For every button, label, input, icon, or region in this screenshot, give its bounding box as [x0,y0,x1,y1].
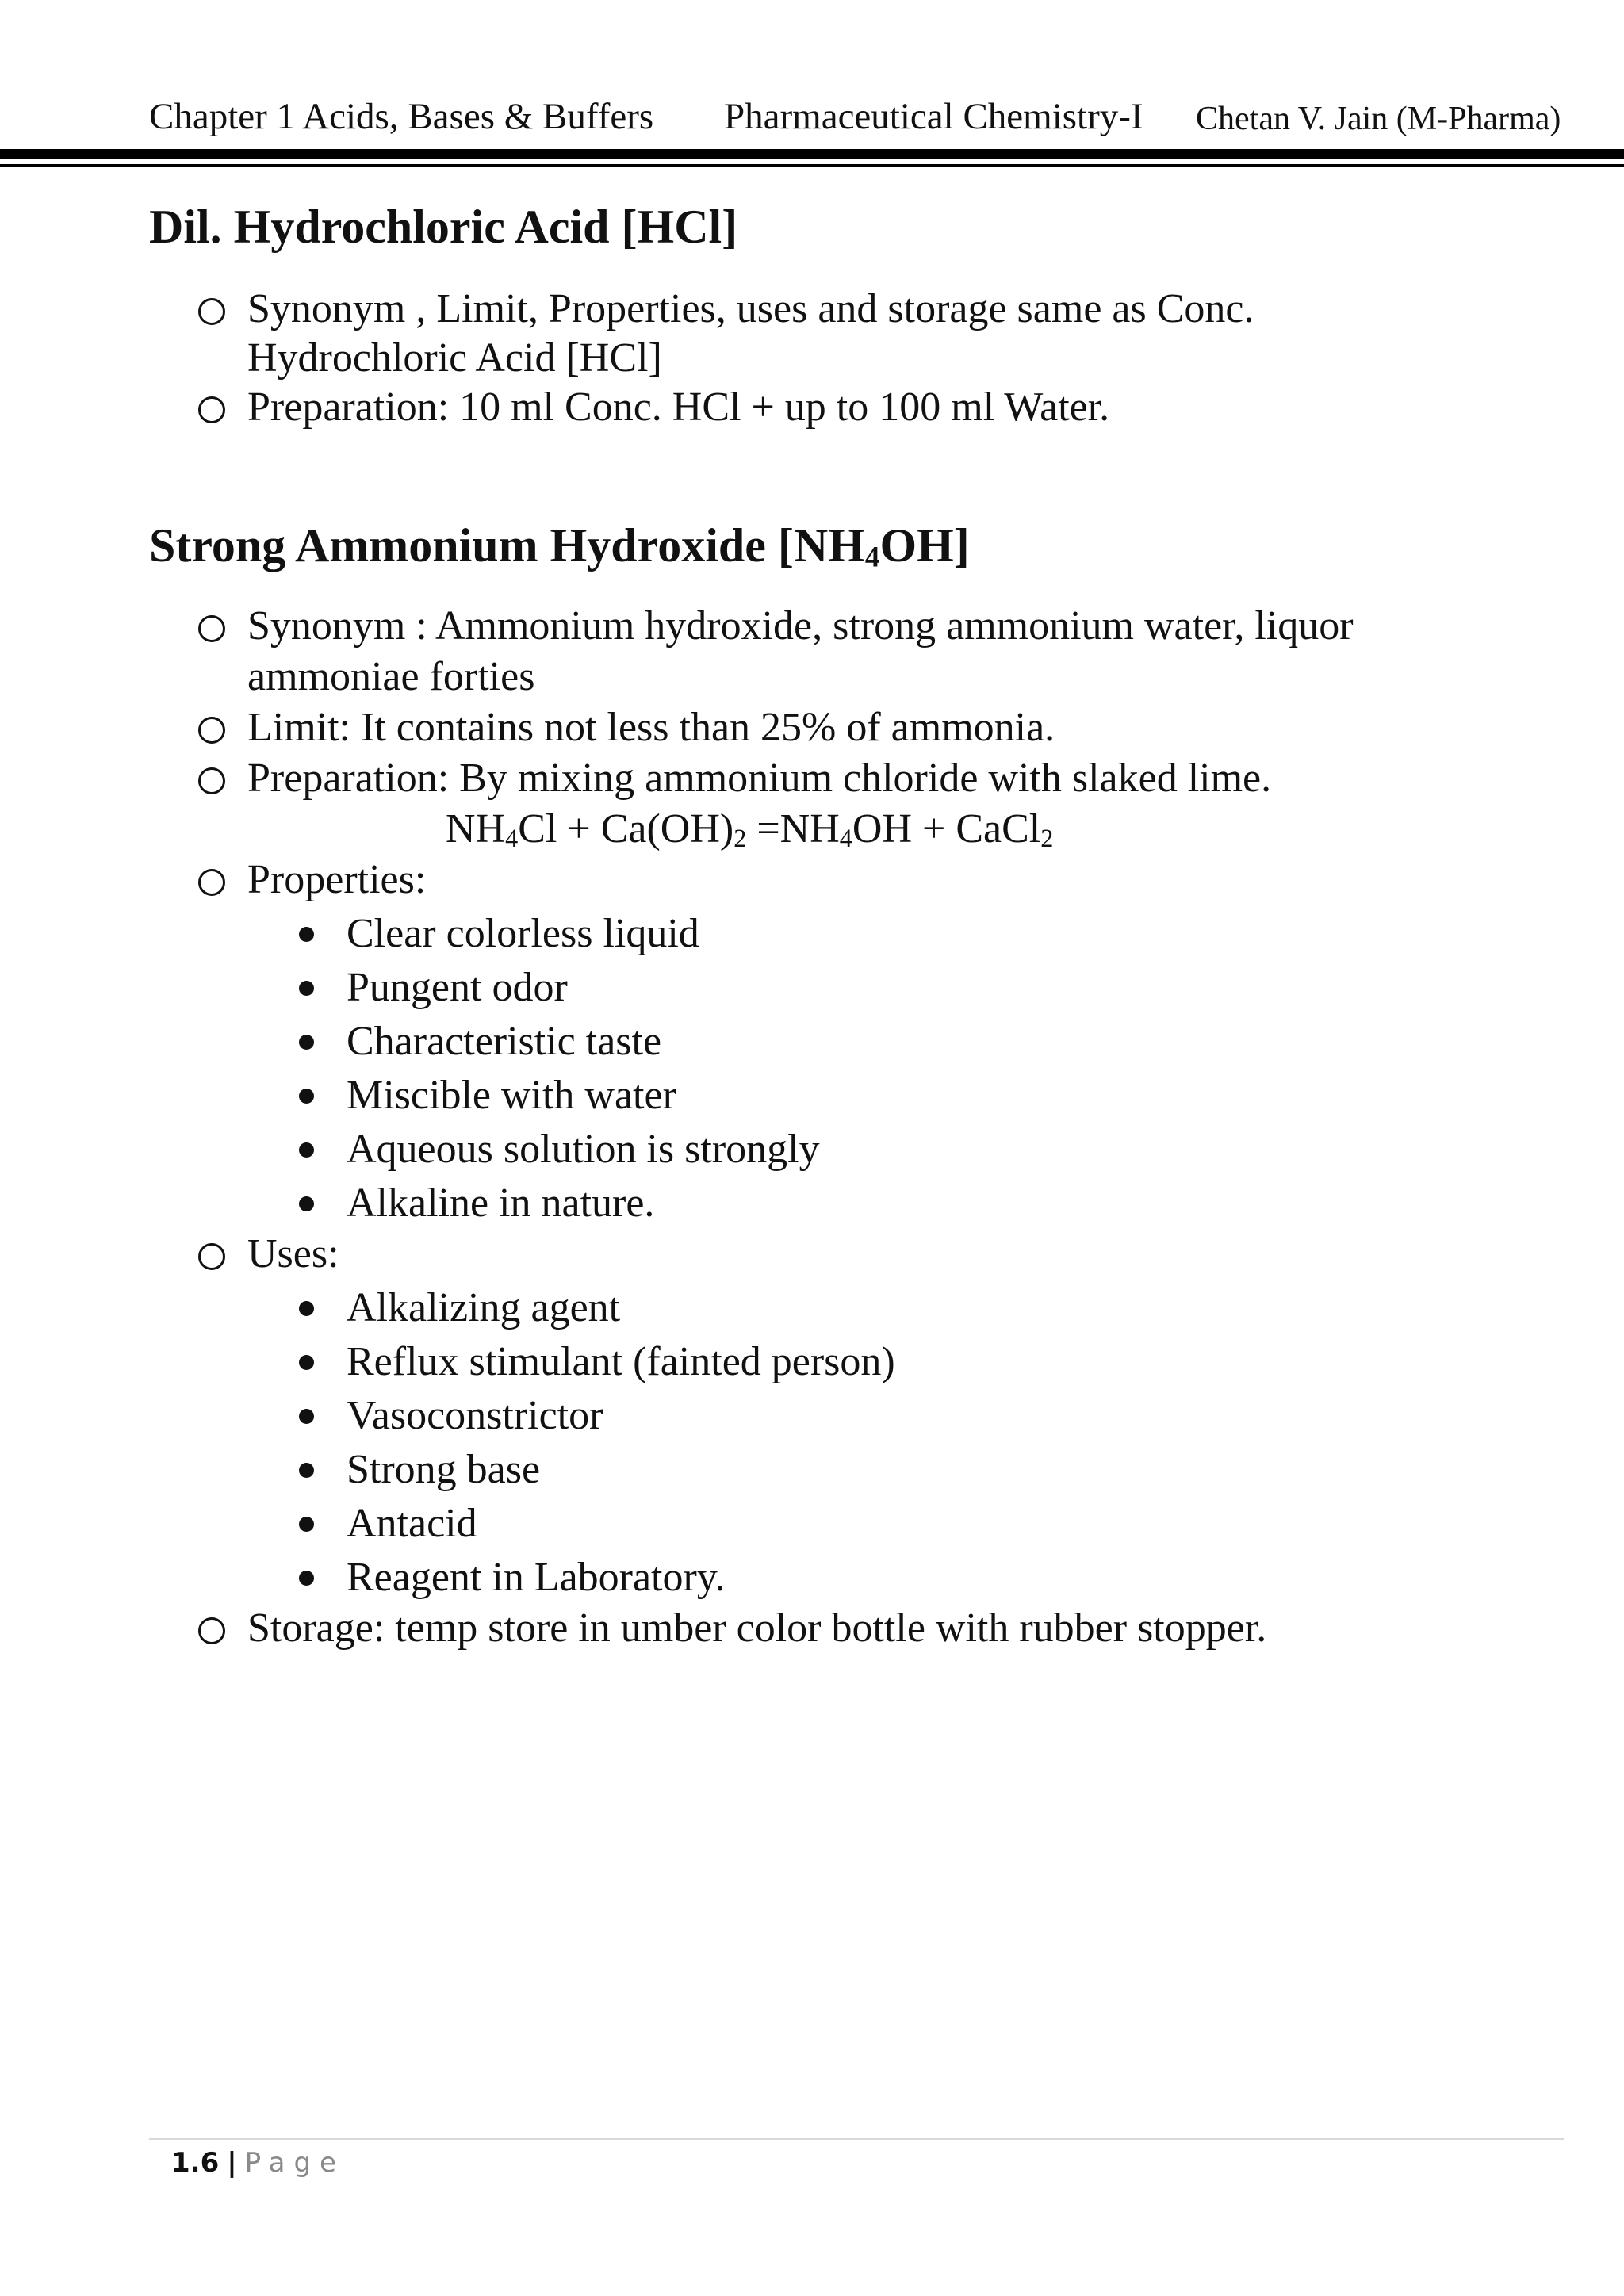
preparation-equation: $NH_4Cl + Ca(OH)_2 =NH_4OH$ + CaCl$_2$ [446,806,1054,852]
nh4oh-synonym-line1: Synonym : Ammonium hydroxide, strong ammonium water, liquor [247,603,1354,649]
circle-bullet-icon [198,767,225,794]
use-item: Reflux stimulant (fainted person) [347,1339,895,1384]
bullet-dot-icon [299,1142,314,1158]
nh4oh-storage: Storage: temp store in umber color bottle with rubber stopper. [247,1605,1267,1651]
page-footer [171,2147,345,2179]
page-word: Page [244,2147,345,2179]
properties-label: Properties: [247,857,427,902]
dil-hcl-synonym-line2: Hydrochloric Acid [HCl] [247,335,662,381]
use-item: Alkalizing agent [347,1285,621,1330]
property-item: Alkaline in nature. [347,1181,655,1226]
footer-rule [149,2138,1564,2140]
bullet-dot-icon [299,1463,314,1478]
page-header [149,95,1624,146]
header-subject: Pharmaceutical Chemistry-I [724,96,1143,137]
use-item: Reagent in Laboratory. [347,1555,726,1600]
circle-bullet-icon [198,396,225,423]
use-item: Strong base [347,1447,541,1492]
circle-bullet-icon [198,869,225,896]
page-number: 1.6 [171,2147,220,2179]
bullet-dot-icon [299,1409,314,1424]
property-item: Pungent odor [347,965,568,1010]
property-item: Clear colorless liquid [347,911,699,956]
circle-bullet-icon [198,298,225,325]
footer-separator: | [227,2147,237,2179]
nh4oh-limit: Limit: It contains not less than 25% of ammonia. [247,705,1055,750]
circle-bullet-icon [198,615,225,642]
circle-bullet-icon [198,717,225,744]
bullet-dot-icon [299,1301,314,1316]
dil-hcl-preparation: Preparation: 10 ml Conc. HCl + up to 100 ml Water. [247,385,1110,430]
property-item: Characteristic taste [347,1019,662,1064]
bullet-dot-icon [299,1196,314,1211]
bullet-dot-icon [299,927,314,942]
bullet-dot-icon [299,981,314,996]
circle-bullet-icon [198,1243,225,1270]
bullet-dot-icon [299,1517,314,1532]
circle-bullet-icon [198,1617,225,1644]
header-chapter: Chapter 1 Acids, Bases & Buffers [149,96,654,137]
use-item: Vasoconstrictor [347,1393,603,1438]
header-rule-thin [0,164,1624,167]
section-title-dil-hcl: Dil. Hydrochloric Acid [HCl] [149,201,738,253]
header-author: Chetan V. Jain (M-Pharma) [1196,101,1561,137]
nh4oh-synonym-line2: ammoniae forties [247,654,535,699]
nh4oh-preparation: Preparation: By mixing ammonium chloride with slaked lime. [247,756,1272,801]
bullet-dot-icon [299,1571,314,1586]
header-rule-thick [0,149,1624,159]
bullet-dot-icon [299,1355,314,1370]
section-title-nh4oh: Strong Ammonium Hydroxide $[NH_4OH]$ [149,519,970,574]
uses-label: Uses: [247,1231,339,1276]
property-item: Miscible with water [347,1073,676,1118]
dil-hcl-synonym-line1: Synonym , Limit, Properties, uses and storage same as Conc. [247,286,1254,331]
use-item: Antacid [347,1501,477,1546]
property-item: Aqueous solution is strongly [347,1127,820,1172]
bullet-dot-icon [299,1035,314,1050]
bullet-dot-icon [299,1089,314,1104]
